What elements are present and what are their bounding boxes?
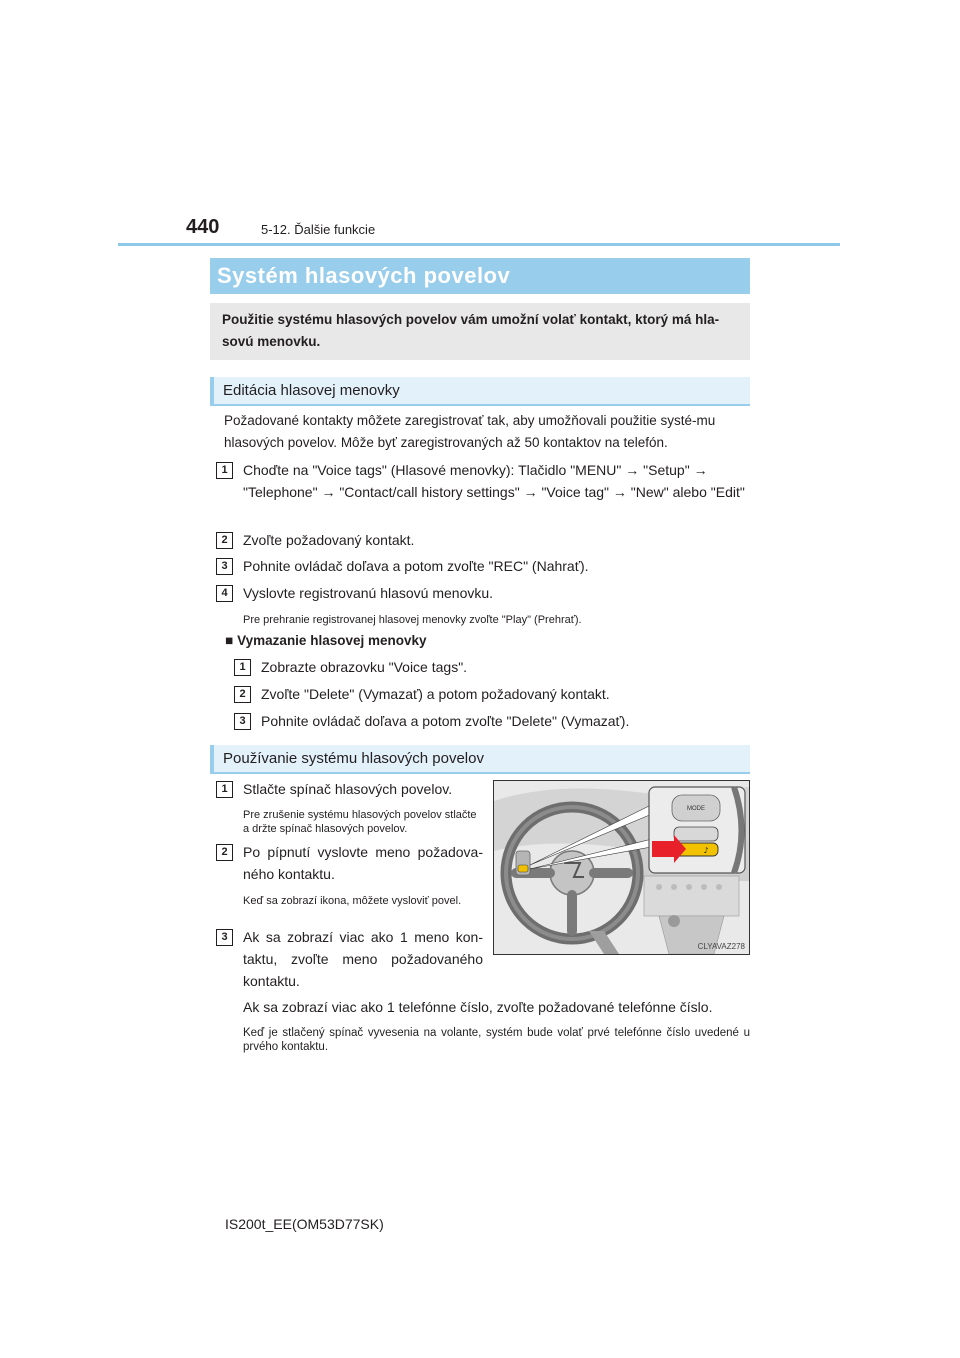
- section-heading-edit: Editácia hlasovej menovky: [210, 377, 750, 404]
- section-rule: [210, 404, 750, 406]
- steering-wheel-illustration: [494, 781, 749, 954]
- page-number: 440: [186, 216, 220, 238]
- section-label: 5-12. Ďalšie funkcie: [261, 222, 376, 237]
- step-text: Ak sa zobrazí viac ako 1 meno kon-taktu, zvoľte meno požadovaného kontaktu.: [243, 929, 483, 989]
- step-text: Zvoľte "Delete" (Vymazať) a potom požadovaný kontakt.: [261, 686, 610, 702]
- step-note: Pre prehranie registrovanej hlasovej menovky zvoľte "Play" (Prehrať).: [243, 614, 582, 626]
- step-number: 1: [216, 781, 233, 798]
- step-number: 2: [234, 686, 251, 703]
- section-heading-use: Používanie systému hlasových povelov: [210, 745, 750, 772]
- step-text: Zvoľte požadovaný kontakt.: [243, 532, 415, 548]
- footer-code: IS200t_EE(OM53D77SK): [225, 1216, 384, 1232]
- figure-code: CLYAVAZ278: [697, 942, 745, 951]
- step-text: Zobrazte obrazovku "Voice tags".: [261, 659, 468, 675]
- step-note: Keď sa zobrazí ikona, môžete vysloviť povel.: [243, 895, 462, 907]
- steering-wheel-figure: [493, 780, 750, 955]
- step-text: Stlačte spínač hlasových povelov.: [243, 781, 453, 797]
- delete-heading-text: Vymazanie hlasovej menovky: [237, 633, 427, 648]
- section1-paragraph: Požadované kontakty môžete zaregistrovať tak, aby umožňovali použitie systé-mu hlasových povelov. Môže byť zaregistrovaných až 50 kontaktov na telefón.: [224, 413, 716, 450]
- step-extra-text: Ak sa zobrazí viac ako 1 telefónne číslo, zvoľte požadované telefónne číslo.: [243, 999, 713, 1015]
- step-number: 4: [216, 585, 233, 602]
- figure-mode-label: MODE: [687, 806, 705, 812]
- delete-heading: [225, 633, 427, 648]
- header-rule: [118, 243, 840, 246]
- page-title: Systém hlasových povelov: [210, 258, 750, 294]
- step-number: 1: [234, 659, 251, 676]
- step-number: 3: [216, 929, 233, 946]
- final-note: Keď je stlačený spínač vyvesenia na volante, systém bude volať prvé telefónne číslo uvedené u prvého kontaktu.: [243, 1027, 750, 1053]
- step-note: Pre zrušenie systému hlasových povelov stlačte a držte spínač hlasových povelov.: [243, 809, 477, 835]
- step-number: 3: [234, 713, 251, 730]
- step-text: Vyslovte registrovanú hlasovú menovku.: [243, 585, 494, 601]
- step-text: Pohnite ovládač doľava a potom zvoľte "REC" (Nahrať).: [243, 558, 589, 574]
- svg-text:♪: ♪: [703, 846, 709, 855]
- step-text: Pohnite ovládač doľava a potom zvoľte "Delete" (Vymazať).: [261, 713, 630, 729]
- step-text: Choďte na "Voice tags" (Hlasové menovky): Tlačidlo "MENU" → "Setup" → "Telephone" → "Contact/call history settings" → "Voice tag" → "New" alebo "Edit": [243, 462, 745, 500]
- step-text: Po pípnutí vyslovte meno požadova-ného kontaktu.: [243, 844, 483, 882]
- intro-box: Použitie systému hlasových povelov vám umožní volať kontakt, ktorý má hla-sovú menovku.: [210, 303, 750, 360]
- step-number: 1: [216, 462, 233, 479]
- section-rule: [210, 772, 750, 774]
- step-number: 2: [216, 532, 233, 549]
- step-number: 2: [216, 844, 233, 861]
- bullet-square-icon: ■: [225, 633, 234, 648]
- step-number: 3: [216, 558, 233, 575]
